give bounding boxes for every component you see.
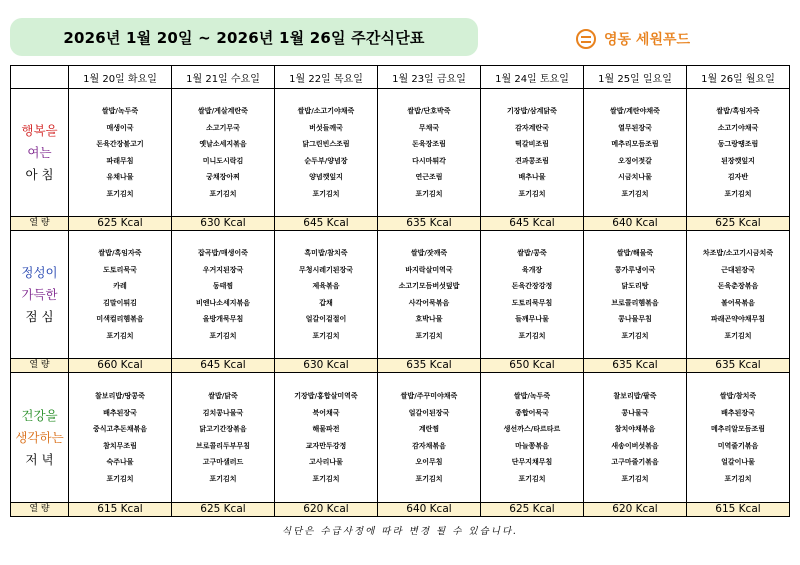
meal-label-line: 저 녁 [25, 451, 54, 467]
kcal-value: 620 Kcal [275, 503, 378, 517]
menu-item: 브로콜리헴볶음 [611, 298, 659, 307]
meal-cell [584, 89, 687, 217]
menu-item: 도토리묵국 [103, 265, 137, 274]
menu-item: 호박나물 [415, 315, 443, 323]
meal-label-line: 건강을 [21, 407, 58, 423]
menu-item: 파래곤약야채무침 [710, 315, 766, 323]
weekly-menu-table [10, 65, 790, 517]
meal-cell [481, 373, 584, 503]
kcal-value: 615 Kcal [687, 503, 790, 517]
menu-item: 옛날소세지볶음 [199, 140, 247, 148]
menu-item: 감자계란국 [515, 123, 549, 132]
meal-cell [584, 231, 687, 359]
menu-item: 고구마샐러드 [202, 458, 244, 466]
menu-item: 포기김치 [312, 189, 340, 198]
meal-label-line: 생각하는 [15, 429, 64, 445]
menu-item: 돈육춘장볶음 [717, 282, 759, 290]
menu-item: 열무된장국 [618, 123, 652, 132]
menu-item: 다시마튀각 [412, 156, 446, 165]
menu-item: 생선까스/타르타르 [503, 425, 561, 433]
menu-item: 쌀밥/잣깨죽 [410, 249, 448, 257]
menu-item: 사각어묵볶음 [408, 298, 450, 307]
menu-item: 돈육간장강정 [511, 282, 553, 290]
menu-item: 미니도시락김 [202, 156, 244, 165]
menu-item: 소고기무국 [206, 123, 240, 132]
menu-item: 찰보리밥/땅콩죽 [95, 392, 145, 400]
menu-item: 메추리모듬조림 [611, 140, 659, 148]
meal-row [11, 231, 790, 359]
meal-label-line: 여는 [27, 144, 52, 160]
meal-cell [378, 89, 481, 217]
day-header: 1월 26일 월요일 [687, 66, 790, 89]
meal-cell [172, 373, 275, 503]
menu-item: 올방개묵무침 [202, 315, 244, 323]
menu-item: 차조밥/소고기시금치죽 [702, 249, 774, 257]
menu-item: 콩가루냉이국 [614, 265, 656, 274]
menu-item: 포기김치 [106, 474, 134, 483]
menu-item: 미색컬리헴볶음 [96, 315, 144, 323]
day-header: 1월 25일 일요일 [584, 66, 687, 89]
menu-item: 된장깻잎지 [721, 156, 755, 165]
menu-item: 궁채장아찌 [206, 173, 240, 181]
menu-item: 포기김치 [415, 189, 443, 198]
kcal-value: 645 Kcal [172, 359, 275, 373]
meal-cell [378, 231, 481, 359]
kcal-row [11, 359, 790, 373]
meal-label-line: 가득한 [21, 286, 58, 302]
menu-item: 우거지된장국 [202, 265, 244, 274]
menu-item: 동그랑땡조림 [717, 140, 759, 148]
menu-item: 카레 [113, 282, 127, 290]
meal-cell [275, 231, 378, 359]
meal-cell [378, 373, 481, 503]
menu-item: 얼갈이나물 [721, 458, 755, 466]
kcal-row [11, 217, 790, 231]
menu-item: 찰보리밥/팥죽 [613, 392, 657, 400]
menu-item: 소고기야채국 [717, 123, 759, 132]
menu-item: 해물파전 [312, 425, 340, 433]
menu-item: 견과콩조림 [515, 156, 549, 165]
menu-item: 포기김치 [415, 474, 443, 483]
menu-item: 오이무침 [415, 458, 443, 466]
meal-cell [481, 89, 584, 217]
kcal-value: 630 Kcal [172, 217, 275, 231]
menu-item: 근대된장국 [721, 265, 755, 274]
menu-item: 배추된장국 [103, 408, 137, 417]
kcal-value: 635 Kcal [378, 359, 481, 373]
menu-item: 김치콩나물국 [202, 408, 244, 417]
kcal-value: 620 Kcal [584, 503, 687, 517]
menu-item: 고사리나물 [309, 458, 343, 466]
kcal-label: 열 량 [11, 217, 69, 231]
menu-item: 쌀밥/주꾸미야채죽 [400, 392, 458, 400]
kcal-value: 650 Kcal [481, 359, 584, 373]
kcal-value: 635 Kcal [584, 359, 687, 373]
menu-item: 참치무조림 [103, 441, 137, 450]
meal-cell [172, 231, 275, 359]
menu-item: 감자채볶음 [412, 441, 446, 450]
menu-item: 들깨무나물 [515, 315, 549, 323]
menu-item: 메추리알모듬조림 [710, 425, 766, 433]
meal-label-line: 정성이 [21, 264, 58, 280]
menu-item: 순두부/양념장 [304, 156, 348, 165]
menu-item: 소고기모듬버섯덮밥 [398, 282, 460, 290]
menu-item: 단무지채무침 [511, 458, 553, 466]
menu-item: 쌀밥/참치죽 [719, 392, 757, 400]
menu-item: 포기김치 [621, 331, 649, 340]
day-header-row [11, 66, 790, 89]
day-header: 1월 21일 수요일 [172, 66, 275, 89]
menu-item: 기장밥/삼계닭죽 [507, 107, 557, 115]
menu-item: 김말이튀김 [103, 298, 137, 307]
kcal-value: 630 Kcal [275, 359, 378, 373]
menu-item: 쌀밥/닭죽 [208, 392, 238, 400]
meal-label [11, 373, 69, 503]
menu-item: 포기김치 [106, 331, 134, 340]
menu-item: 참치야채볶음 [614, 425, 656, 433]
brand-name: 영동 세원푸드 [604, 32, 691, 48]
day-header: 1월 23일 금요일 [378, 66, 481, 89]
menu-item: 떡갈비조림 [515, 140, 549, 148]
menu-item: 마늘쫑볶음 [515, 441, 549, 450]
meal-cell [275, 89, 378, 217]
menu-item: 숙주나물 [106, 458, 134, 466]
menu-item: 닭그린빈스조림 [302, 140, 350, 148]
menu-item: 포기김치 [312, 331, 340, 340]
meal-cell [687, 231, 790, 359]
menu-item: 새송이버섯볶음 [611, 441, 659, 450]
kcal-label: 열 량 [11, 503, 69, 517]
menu-item: 시금치나물 [618, 173, 652, 181]
menu-item: 쌀밥/게살계란죽 [198, 107, 248, 115]
menu-item: 제육볶음 [312, 282, 340, 290]
kcal-value: 625 Kcal [481, 503, 584, 517]
menu-item: 포기김치 [518, 189, 546, 198]
kcal-value: 635 Kcal [687, 359, 790, 373]
menu-item: 버섯들깨국 [309, 123, 343, 132]
brand [576, 26, 690, 52]
meal-row [11, 373, 790, 503]
menu-item: 포기김치 [209, 189, 237, 198]
kcal-value: 625 Kcal [172, 503, 275, 517]
menu-item: 포기김치 [209, 331, 237, 340]
menu-item: 쌀밥/흑임자죽 [716, 107, 760, 115]
menu-item: 양념깻잎지 [309, 173, 343, 181]
kcal-value: 635 Kcal [378, 217, 481, 231]
menu-item: 얼갈이된장국 [408, 408, 450, 417]
menu-item: 배추나물 [518, 173, 546, 181]
meal-cell [69, 89, 172, 217]
menu-item: 파래무침 [106, 156, 134, 165]
meal-cell [584, 373, 687, 503]
menu-item: 포기김치 [518, 474, 546, 483]
meal-cell [687, 373, 790, 503]
menu-item: 미역줄기볶음 [717, 441, 759, 450]
menu-item: 쌀밥/흑임자죽 [98, 249, 142, 257]
day-header: 1월 24일 토요일 [481, 66, 584, 89]
menu-item: 무청시레기된장국 [298, 265, 354, 274]
kcal-value: 625 Kcal [687, 217, 790, 231]
menu-item: 닭도리탕 [621, 282, 649, 290]
page-title: 2026년 1월 20일 ~ 2026년 1월 26일 주간식단표 [10, 18, 478, 56]
menu-item: 콩나물무침 [618, 315, 652, 323]
menu-item: 종합어묵국 [515, 408, 549, 417]
menu-item: 교자만두강정 [305, 441, 347, 450]
menu-item: 얼갈이겉절이 [305, 315, 347, 323]
menu-item: 잡곡밥/매생이죽 [198, 249, 248, 257]
menu-item: 김자반 [727, 173, 749, 181]
kcal-value: 645 Kcal [481, 217, 584, 231]
menu-item: 포기김치 [724, 474, 752, 483]
menu-item: 쌀밥/단호박죽 [407, 107, 451, 115]
day-header: 1월 22일 목요일 [275, 66, 378, 89]
menu-item: 포기김치 [415, 331, 443, 340]
meal-label [11, 89, 69, 217]
menu-item: 유채나물 [106, 173, 134, 181]
menu-item: 무채국 [418, 123, 440, 132]
menu-item: 쌀밥/소고기야채죽 [297, 107, 355, 115]
menu-item: 바지락살미역국 [405, 265, 453, 274]
menu-item: 쌀밥/녹두죽 [513, 392, 551, 400]
meal-cell [687, 89, 790, 217]
menu-item: 연근조림 [415, 173, 443, 181]
menu-item: 돈육간장불고기 [96, 140, 144, 148]
kcal-value: 640 Kcal [584, 217, 687, 231]
menu-item: 기장밥/홍합살미역죽 [294, 392, 358, 400]
menu-item: 브로콜리두부무침 [195, 441, 251, 450]
menu-item: 고구마줄기볶음 [611, 458, 659, 466]
kcal-value: 645 Kcal [275, 217, 378, 231]
menu-item: 쌀밥/해물죽 [616, 249, 654, 257]
meal-cell [69, 231, 172, 359]
menu-item: 포기김치 [724, 189, 752, 198]
menu-item: 오징어젓갈 [618, 156, 652, 165]
menu-item: 도토리묵무침 [511, 298, 553, 307]
meal-label-line: 아 침 [25, 166, 54, 182]
menu-item: 포기김치 [209, 474, 237, 483]
meal-cell [481, 231, 584, 359]
meal-cell [172, 89, 275, 217]
menu-item: 포기김치 [621, 474, 649, 483]
kcal-value: 615 Kcal [69, 503, 172, 517]
menu-item: 포기김치 [312, 474, 340, 483]
menu-item: 중식고추돈채볶음 [92, 425, 148, 433]
day-header: 1월 20일 화요일 [69, 66, 172, 89]
menu-item: 포기김치 [621, 189, 649, 198]
menu-item: 쌀밥/계란야채죽 [610, 107, 660, 115]
menu-item: 돈육장조림 [412, 140, 446, 148]
meal-label-line: 행복을 [21, 122, 58, 138]
meal-row [11, 89, 790, 217]
menu-item: 흑미밥/참치죽 [304, 249, 348, 257]
menu-item: 볼어묵볶음 [721, 298, 755, 307]
menu-item: 동태찜 [212, 282, 234, 290]
meal-label-line: 점 심 [25, 308, 54, 324]
menu-item: 갑채 [319, 298, 333, 307]
header-corner [11, 66, 69, 89]
menu-item: 육개장 [521, 265, 543, 274]
menu-item: 배추된장국 [721, 408, 755, 417]
kcal-value: 625 Kcal [69, 217, 172, 231]
kcal-value: 660 Kcal [69, 359, 172, 373]
menu-item: 닭고기간장볶음 [199, 425, 247, 433]
brand-logo-icon [576, 29, 596, 49]
menu-item: 계란찜 [418, 425, 440, 433]
menu-change-note: 식단은 수급사정에 따라 변경 될 수 있습니다. [281, 526, 519, 537]
menu-item: 포기김치 [724, 331, 752, 340]
meal-cell [275, 373, 378, 503]
menu-item: 북어채국 [312, 408, 340, 417]
menu-item: 매생이국 [106, 123, 134, 132]
meal-label [11, 231, 69, 359]
menu-item: 포기김치 [106, 189, 134, 198]
kcal-label: 열 량 [11, 359, 69, 373]
kcal-value: 640 Kcal [378, 503, 481, 517]
meal-cell [69, 373, 172, 503]
menu-item: 콩나물국 [621, 408, 649, 417]
menu-item: 비엔나소세지볶음 [195, 298, 251, 307]
menu-item: 쌀밥/녹두죽 [101, 107, 139, 115]
menu-item: 포기김치 [518, 331, 546, 340]
menu-item: 쌀밥/콩죽 [517, 249, 547, 257]
kcal-row [11, 503, 790, 517]
